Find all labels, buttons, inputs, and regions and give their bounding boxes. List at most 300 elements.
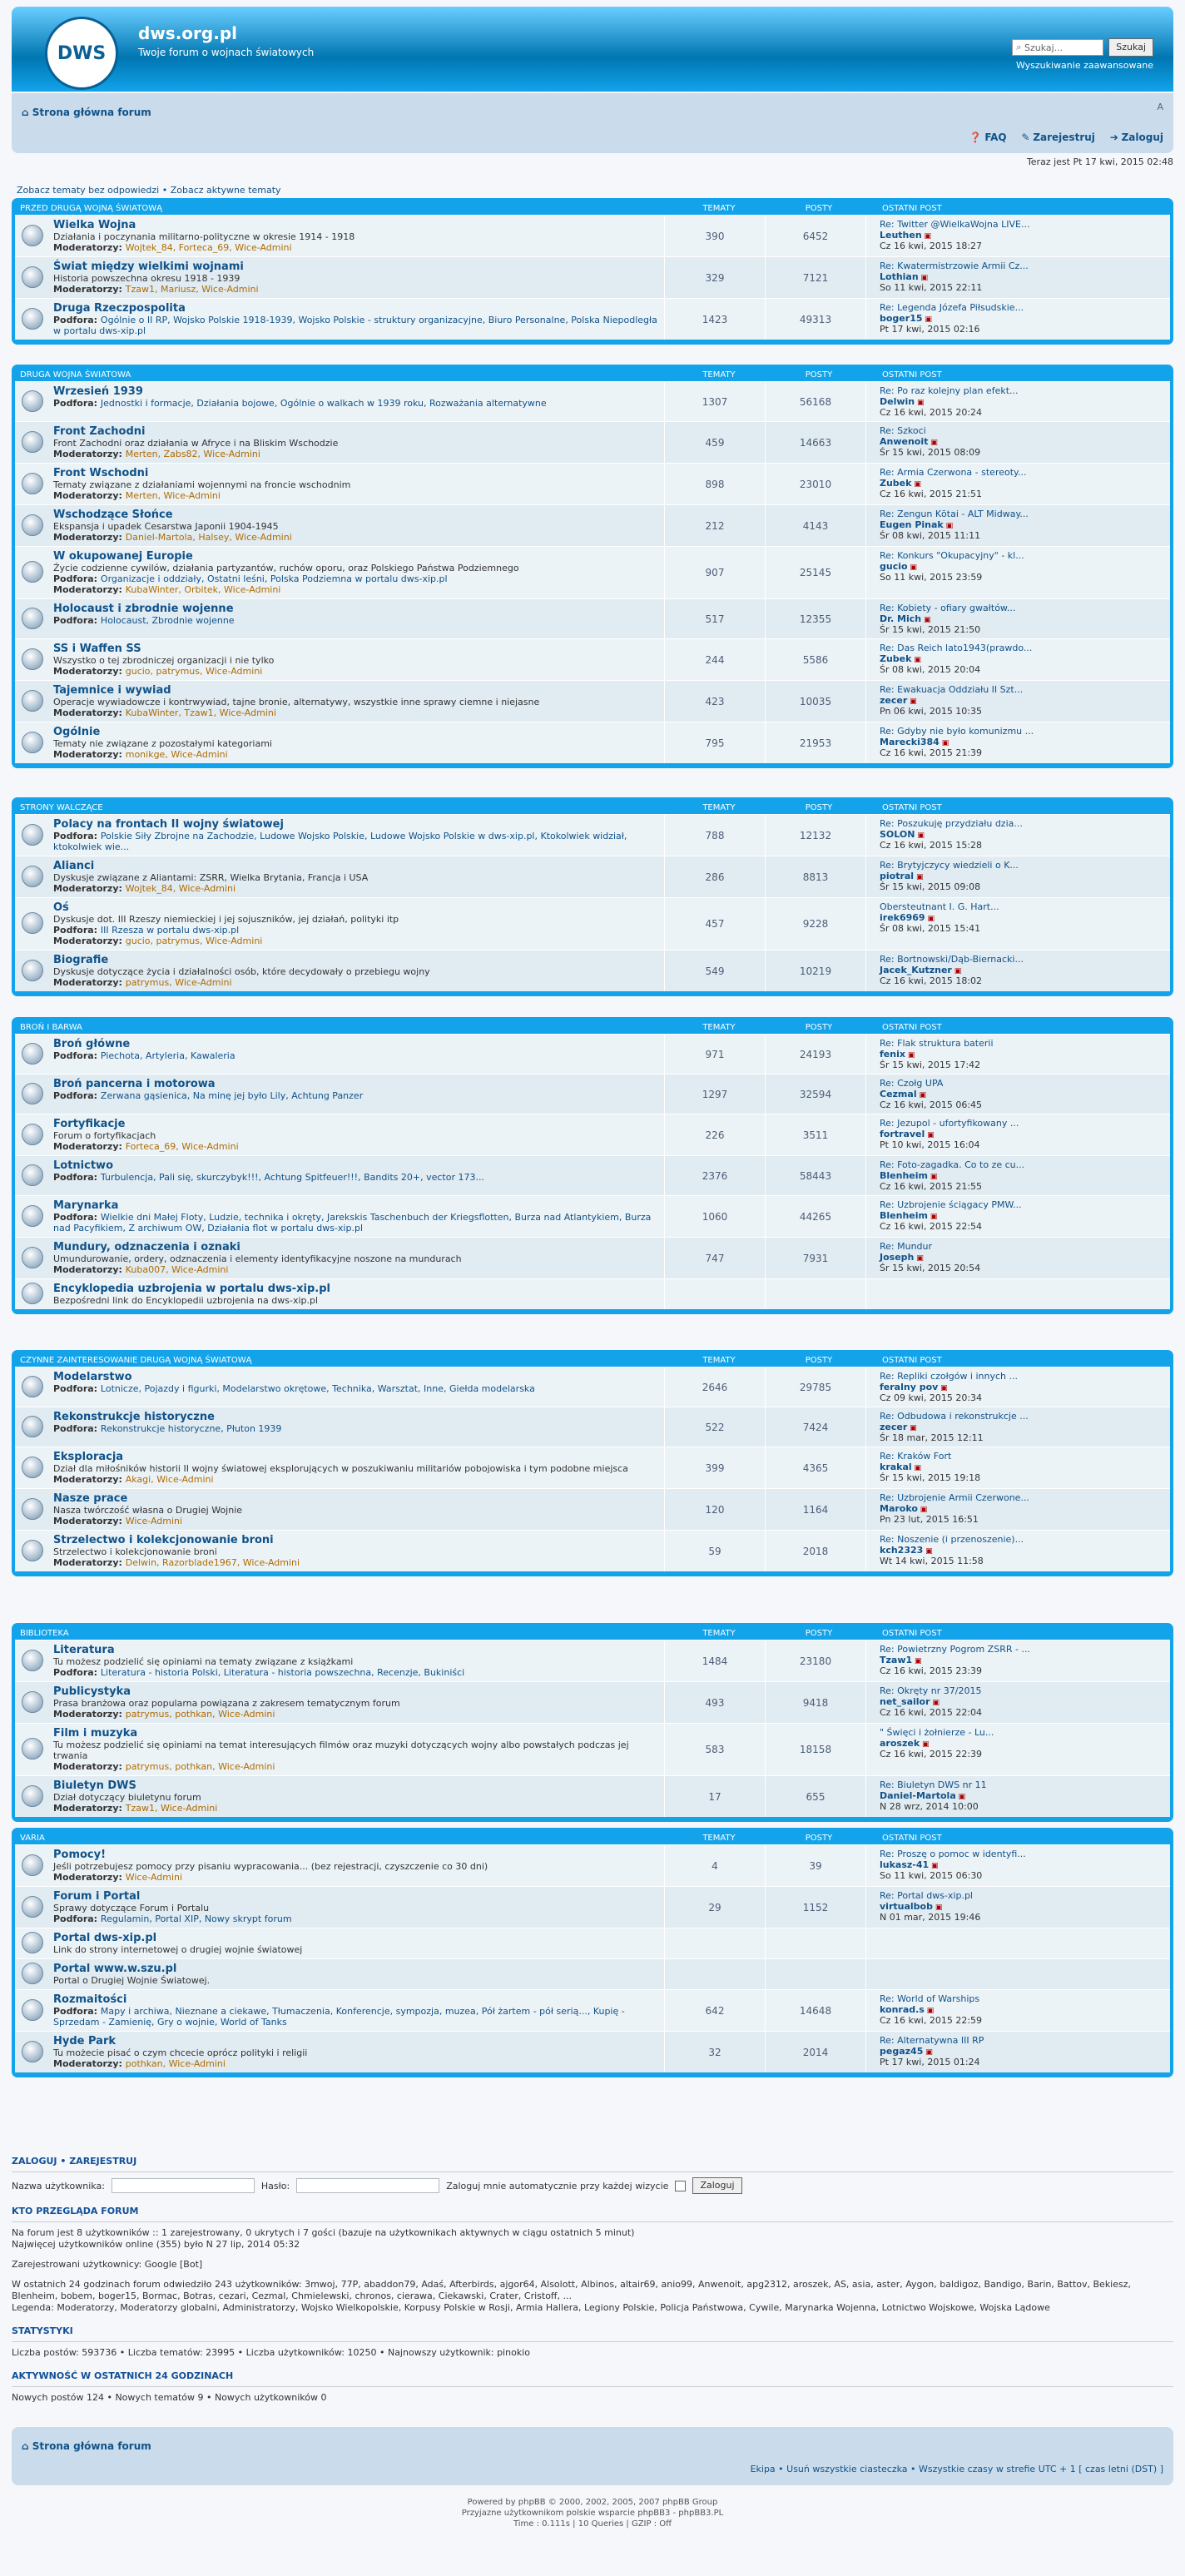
last-post-title[interactable]: Re: Legenda Józefa Piłsudskie... (880, 302, 1024, 313)
last-post-author[interactable]: aroszek (880, 1738, 920, 1749)
forum-title[interactable]: Biografie (53, 954, 109, 966)
topic-count: 1307 (664, 382, 765, 421)
last-post-title[interactable]: Re: Okręty nr 37/2015 (880, 1685, 982, 1696)
forum-title[interactable]: Ogólnie (53, 726, 101, 738)
footer-links[interactable]: Ekipa • Usuń wszystkie ciasteczka • Wszystkie czasy w strefie UTC + 1 [ czas letni (DST) ] (750, 2464, 1163, 2474)
last-post-author[interactable]: fenix (880, 1049, 905, 1060)
last-post-title[interactable]: Re: Uzbrojenie ściągacy PMW... (880, 1199, 1022, 1210)
login-button[interactable]: Zaloguj (692, 2177, 741, 2194)
forum-row (15, 897, 1170, 950)
forum-info (15, 1682, 664, 1723)
last-post-date: Cz 09 kwi, 2015 20:34 (880, 1392, 983, 1403)
forum-title[interactable]: Tajemnice i wywiad (53, 684, 171, 697)
subforums (53, 398, 661, 409)
moderators (53, 1803, 661, 1814)
forum-row (15, 722, 1170, 763)
moderator-links[interactable]: Daniel-Martola, Halsey, Wice-Admini (125, 532, 292, 543)
view-latest-post-icon[interactable]: ▣ (923, 2048, 933, 2057)
last-post-author-line (880, 1129, 1162, 1139)
forum-title[interactable]: Nasze prace (53, 1492, 128, 1505)
last-post-title[interactable]: Re: Powietrzny Pogrom ZSRR - ... (880, 1644, 1030, 1655)
category-title[interactable]: VARIA (20, 1833, 45, 1843)
last-post-author[interactable]: Marecki384 (880, 737, 940, 747)
last-post-title[interactable]: Re: Armia Czerwona - stereoty... (880, 467, 1027, 478)
moderators-label: Moderatorzy: (53, 1709, 126, 1720)
forum-title[interactable]: Holocaust i zbrodnie wojenne (53, 603, 234, 615)
moderator-links[interactable]: Kuba007, Wice-Admini (125, 1264, 229, 1275)
forum-title[interactable]: Świat między wielkimi wojnami (53, 261, 244, 273)
last-post-author[interactable]: Blenheim (880, 1210, 928, 1221)
last-post (865, 257, 1170, 298)
last-post-title[interactable]: Re: Brytyjczycy wiedzieli o K... (880, 860, 1019, 871)
subforum-links[interactable]: Turbulencja, Pali się, skurczybyk!!!, Achtung Spitfeuer!!!, Bandits 20+, vector 173... (100, 1172, 484, 1183)
last-post-author[interactable]: Dr. Mich (880, 613, 922, 624)
login-title[interactable]: ZALOGUJ • ZAREJESTRUJ (12, 2156, 137, 2167)
last-post-title[interactable]: Re: Repliki czołgów i innych ... (880, 1371, 1019, 1382)
moderator-links[interactable]: pothkan, Wice-Admini (125, 2058, 226, 2069)
site-description: Twoje forum o wojnach światowych (138, 47, 315, 58)
last-post-author[interactable]: lukasz-41 (880, 1859, 930, 1870)
view-latest-post-icon[interactable]: ▣ (922, 315, 932, 324)
last-post-title[interactable]: Re: Ewakuacja Oddziału II Szt... (880, 684, 1024, 695)
forum-info (15, 722, 664, 763)
view-latest-post-icon[interactable]: ▣ (924, 2007, 935, 2015)
forum-row (15, 1407, 1170, 1447)
site-logo[interactable]: DWS (45, 17, 118, 90)
last-post-title[interactable]: Re: Szkoci (880, 425, 926, 436)
search-box (1012, 38, 1153, 57)
forum-title[interactable]: Pomocy! (53, 1849, 107, 1861)
category-title[interactable]: CZYNNE ZAINTERESOWANIE DRUGĄ WOJNĄ ŚWIATOWĄ (20, 1355, 252, 1365)
posts-column-header: POSTY (805, 802, 833, 812)
last-post-author[interactable]: Leuthen (880, 230, 922, 241)
last-post-title[interactable]: Re: Alternatywna III RP (880, 2035, 984, 2046)
last-post-author[interactable]: zecer (880, 1422, 908, 1432)
last-post-title[interactable]: Re: Gdyby nie było komunizmu ... (880, 726, 1034, 737)
forum-title[interactable]: Broń pancerna i motorowa (53, 1078, 216, 1090)
last-post-author[interactable]: Delwin (880, 396, 915, 407)
forum-title[interactable]: Broń główne (53, 1038, 131, 1050)
forum-title[interactable]: Fortyfikacje (53, 1118, 126, 1130)
password-field[interactable] (296, 2178, 439, 2193)
view-latest-post-icon[interactable]: ▣ (905, 1051, 915, 1060)
view-latest-post-icon[interactable]: ▣ (929, 1862, 939, 1870)
last-post-author-line (880, 2046, 1162, 2057)
last-post-title[interactable]: Re: Foto-zagadka. Co to ze cu... (880, 1159, 1025, 1170)
last-post-author[interactable]: Tzaw1 (880, 1655, 913, 1665)
forum-category (12, 1017, 1173, 1314)
last-post-author-line (880, 396, 1162, 407)
view-latest-post-icon[interactable]: ▣ (918, 274, 929, 282)
moderators (53, 1557, 661, 1568)
moderator-links[interactable]: monikge, Wice-Admini (125, 749, 228, 760)
post-count: 5586 (765, 639, 865, 680)
view-latest-post-icon[interactable]: ▣ (955, 1793, 966, 1801)
subforum-links[interactable]: Lotnicze, Pojazdy i figurki, Modelarstwo okrętowe, Technika, Warsztat, Inne, Giełda modelarska (100, 1383, 535, 1394)
last-post-author-line (880, 1089, 1162, 1099)
last-post-title[interactable]: Re: Twitter @WielkaWojna LIVE... (880, 219, 1030, 230)
view-latest-post-icon[interactable]: ▣ (907, 697, 917, 706)
last-post-author[interactable]: kch2323 (880, 1545, 924, 1556)
view-latest-post-icon[interactable]: ▣ (915, 831, 925, 840)
forum-title[interactable]: W okupowanej Europie (53, 550, 193, 563)
view-latest-post-icon[interactable]: ▣ (928, 439, 938, 447)
subforum-links[interactable]: Holocaust, Zbrodnie wojenne (100, 615, 235, 626)
forum-info (15, 1279, 664, 1309)
forum-title[interactable]: Film i muzyka (53, 1727, 138, 1740)
last-post-title[interactable]: Re: Das Reich lato1943(prawdo... (880, 643, 1033, 653)
moderator-links[interactable]: Akagi, Wice-Admini (125, 1474, 214, 1485)
online-title[interactable]: KTO PRZEGLĄDA FORUM (12, 2206, 139, 2216)
forum-title[interactable]: Marynarka (53, 1199, 119, 1212)
forum-row (15, 1640, 1170, 1681)
last-post-title[interactable]: Re: World of Warships (880, 1993, 980, 2004)
view-latest-post-icon[interactable]: ▣ (907, 1424, 917, 1432)
forum-title[interactable]: Rekonstrukcje historyczne (53, 1411, 215, 1423)
forum-title[interactable]: Publicystyka (53, 1685, 131, 1698)
forum-info (15, 1447, 664, 1488)
view-latest-post-icon[interactable]: ▣ (907, 563, 917, 572)
last-post-column-header: OSTATNI POST (882, 802, 942, 812)
forum-row (15, 1278, 1170, 1309)
subforums-label: Podfora: (53, 573, 101, 584)
forum-read-icon (22, 1416, 43, 1437)
last-post-title[interactable]: Re: Kwatermistrzowie Armii Cz... (880, 261, 1029, 271)
last-post-title[interactable]: Re: Kobiety - ofiary gwałtów... (880, 603, 1016, 613)
posts-column-header: POSTY (805, 1022, 833, 1032)
forum-title[interactable]: Oś (53, 901, 69, 914)
quick-links[interactable]: Zobacz tematy bez odpowiedzi • Zobacz aktywne tematy (17, 185, 281, 196)
view-latest-post-icon[interactable]: ▣ (921, 616, 931, 624)
view-latest-post-icon[interactable]: ▣ (943, 522, 954, 530)
subforums (53, 315, 661, 336)
last-post-author[interactable]: konrad.s (880, 2004, 925, 2015)
category-title[interactable]: STRONY WALCZĄCE (20, 802, 103, 812)
post-count: 4143 (765, 505, 865, 546)
moderator-links[interactable]: Wojtek_84, Forteca_69, Wice-Admini (125, 242, 292, 253)
topic-count: 212 (664, 505, 765, 546)
post-count: 25145 (765, 547, 865, 598)
forum-info (15, 1114, 664, 1155)
username-label: Nazwa użytkownika: (12, 2180, 105, 2191)
category-title[interactable]: BROŃ I BARWA (20, 1022, 82, 1032)
last-post-author[interactable]: Zubek (880, 478, 912, 489)
forum-row (15, 1237, 1170, 1278)
forum-title[interactable]: Literatura (53, 1644, 115, 1656)
view-latest-post-icon[interactable]: ▣ (923, 1547, 933, 1556)
last-post-author[interactable]: Joseph (880, 1252, 915, 1263)
last-post-author[interactable]: krakal (880, 1462, 912, 1472)
view-latest-post-icon[interactable]: ▣ (921, 232, 932, 241)
view-latest-post-icon[interactable]: ▣ (915, 399, 925, 407)
forum-title[interactable]: Forum i Portal (53, 1890, 141, 1903)
last-post-date: N 28 wrz, 2014 10:00 (880, 1801, 979, 1812)
last-post-author[interactable]: Lothian (880, 271, 919, 282)
subforum-links[interactable]: Polskie Siły Zbrojne na Zachodzie, Ludowe Wojsko Polskie, Ludowe Wojsko Polskie w dws-xip.pl, Ktokolwiek widział, ktokolwiek wie... (53, 831, 627, 852)
last-post-author-line (880, 829, 1162, 840)
forum-title[interactable]: Portal dws-xip.pl (53, 1932, 157, 1944)
breadcrumb[interactable]: ⌂ Strona główna forum (22, 107, 151, 118)
last-post-author-line (880, 1049, 1162, 1060)
nav-links (958, 132, 1163, 143)
moderator-links[interactable]: Forteca_69, Wice-Admini (125, 1141, 239, 1152)
category-title[interactable]: BIBLIOTEKA (20, 1628, 69, 1638)
stats-title: STATYSTYKI (12, 2325, 73, 2336)
forum-title[interactable]: Alianci (53, 860, 95, 872)
last-post-title[interactable]: Re: Czołg UPA (880, 1078, 944, 1089)
forum-title[interactable]: Eksploracja (53, 1451, 124, 1463)
category-title[interactable]: PRZED DRUGĄ WOJNĄ ŚWIATOWĄ (20, 203, 162, 213)
forum-title[interactable]: Wielka Wojna (53, 219, 136, 231)
last-post-author[interactable]: Jacek_Kutzner (880, 965, 952, 975)
last-post-title[interactable]: Re: Kraków Fort (880, 1451, 952, 1462)
subforum-links[interactable]: Mapy i archiwa, Nieznane a ciekawe, Tłumaczenia, Konferencje, sympozja, muzea, Pół żartem - pół serią..., Kupię - Sprzedam - Zamienię, Gry o wojnie, World of Tanks (53, 2006, 625, 2028)
last-post-title[interactable]: Re: Poszukuję przydziału dzia... (880, 818, 1023, 829)
view-latest-post-icon[interactable]: ▣ (920, 1740, 930, 1749)
forum-title[interactable]: Biuletyn DWS (53, 1779, 136, 1792)
forum-title[interactable]: Lotnictwo (53, 1159, 114, 1172)
category-title[interactable]: DRUGA WOJNA ŚWIATOWA (20, 370, 131, 380)
forum-title[interactable]: Wrzesień 1939 (53, 385, 143, 398)
last-post-author[interactable]: Blenheim (880, 1170, 928, 1181)
moderators-label: Moderatorzy: (53, 242, 126, 253)
last-post-title[interactable]: Re: Zengun Kōtai - ALT Midway... (880, 509, 1029, 519)
footer-breadcrumb[interactable]: ⌂ Strona główna forum (22, 2440, 151, 2452)
advanced-search-link[interactable]: Wyszukiwanie zaawansowane (1015, 60, 1153, 71)
topic-count: 788 (664, 815, 765, 856)
remember-checkbox[interactable] (675, 2181, 686, 2191)
moderator-links[interactable]: patrymus, pothkan, Wice-Admini (125, 1709, 275, 1720)
last-post (865, 422, 1170, 463)
last-post-author[interactable]: Zubek (880, 653, 912, 664)
subforum-links[interactable]: Zerwana gąsienica, Na minę jej było Lily, Achtung Panzer (100, 1090, 364, 1101)
moderator-links[interactable]: Wojtek_84, Wice-Admini (125, 883, 236, 894)
forum-title[interactable]: Strzelectwo i kolekcjonowanie broni (53, 1534, 274, 1546)
last-post-title[interactable]: Re: Flak struktura baterii (880, 1038, 994, 1049)
last-post-date: Pt 10 kwi, 2015 16:04 (880, 1139, 980, 1150)
moderator-links[interactable]: Tzaw1, Mariusz, Wice-Admini (125, 284, 259, 295)
last-post-column-header: OSTATNI POST (882, 370, 942, 380)
moderator-links[interactable]: Merten, Wice-Admini (125, 490, 221, 501)
view-latest-post-icon[interactable]: ▣ (911, 480, 921, 489)
forum-description: Działania i poczynania militarno-polityczne w okresie 1914 - 1918 (53, 231, 355, 242)
forum-read-icon (22, 1540, 43, 1561)
subforums (53, 615, 661, 626)
topic-count: 971 (664, 1035, 765, 1074)
forum-row (15, 381, 1170, 421)
username-field[interactable] (112, 2178, 255, 2193)
moderator-links[interactable]: gucio, patrymus, Wice-Admini (125, 666, 263, 677)
last-post-title[interactable]: Re: Mundur (880, 1241, 933, 1252)
moderator-links[interactable]: KubaWinter, Orbitek, Wice-Admini (125, 584, 281, 595)
forum-info (15, 422, 664, 463)
last-post-date: Śr 08 kwi, 2015 11:11 (880, 530, 981, 541)
subforum-links[interactable]: Regulamin, Portal XIP, Nowy skrypt forum (100, 1913, 292, 1924)
last-post-date: Cz 16 kwi, 2015 22:04 (880, 1707, 983, 1718)
last-post-author[interactable]: Maroko (880, 1503, 918, 1514)
forum-title[interactable]: Modelarstwo (53, 1371, 132, 1383)
subforums-label: Podfora: (53, 2006, 101, 2017)
moderator-links[interactable]: Merten, Zabs82, Wice-Admini (125, 449, 260, 459)
forum-title[interactable]: Portal www.w.szu.pl (53, 1963, 177, 1975)
last-post-title[interactable]: Re: Bortnowski/Dąb-Biernacki... (880, 954, 1024, 965)
topic-count: 17 (664, 1776, 765, 1817)
site-name[interactable]: dws.org.pl (138, 23, 237, 43)
view-latest-post-icon[interactable]: ▣ (938, 1384, 948, 1392)
last-post-author[interactable]: net_sailor (880, 1696, 930, 1707)
last-post-author[interactable]: gucio (880, 561, 908, 572)
last-post-title[interactable]: Re: Konkurs "Okupacyjny" - kl... (880, 550, 1024, 561)
view-latest-post-icon[interactable]: ▣ (911, 1464, 922, 1472)
last-post-title[interactable]: Re: Jezupol - ufortyfikowany ... (880, 1118, 1019, 1129)
last-post-author[interactable]: Daniel-Martola (880, 1790, 956, 1801)
moderator-links[interactable]: Tzaw1, Wice-Admini (125, 1803, 218, 1814)
forum-title[interactable]: SS i Waffen SS (53, 643, 141, 655)
forum-title[interactable]: Mundury, odznaczenia i oznaki (53, 1241, 240, 1253)
home-icon: ⌂ (22, 107, 32, 118)
last-post-author[interactable]: fortravel (880, 1129, 925, 1139)
forum-row (15, 950, 1170, 991)
search-input[interactable]: ⌕ Szukaj... (1012, 39, 1103, 56)
view-latest-post-icon[interactable]: ▣ (939, 739, 949, 747)
post-count: 39 (765, 1845, 865, 1886)
view-latest-post-icon[interactable]: ▣ (927, 1213, 938, 1221)
topic-count: 642 (664, 1990, 765, 2031)
moderator-links[interactable]: patrymus, Wice-Admini (125, 977, 232, 988)
last-post-date: Śr 08 kwi, 2015 15:41 (880, 923, 981, 934)
view-latest-post-icon[interactable]: ▣ (927, 1173, 938, 1181)
view-latest-post-icon[interactable]: ▣ (917, 1506, 928, 1514)
last-post-author-line (880, 695, 1162, 706)
subforum-links[interactable]: Organizacje i oddziały, Ostatni leśni, Polska Podziemna w portalu dws-xip.pl (100, 573, 448, 584)
forum-title[interactable]: Front Zachodni (53, 425, 146, 438)
forum-info (15, 257, 664, 298)
last-post (865, 1776, 1170, 1817)
forum-row (15, 1114, 1170, 1155)
view-latest-post-icon[interactable]: ▣ (951, 967, 962, 975)
moderators-label: Moderatorzy: (53, 936, 126, 946)
view-latest-post-icon[interactable]: ▣ (914, 873, 924, 881)
view-latest-post-icon[interactable]: ▣ (932, 1903, 943, 1912)
topic-count: 286 (664, 856, 765, 897)
register-link[interactable]: ✎ Zarejestruj (1021, 132, 1095, 143)
subforum-links[interactable]: Literatura - historia Polski, Literatura - historia powszechna, Recenzje, Bukiniści (100, 1667, 465, 1678)
subforum-links[interactable]: Rekonstrukcje historyczne, Płuton 1939 (100, 1423, 282, 1434)
subforum-links[interactable]: Ogólnie o II RP, Wojsko Polskie 1918-1939, Wojsko Polskie - struktury organizacyjne, Biuro Personalne, Polska Niepodległa w portalu dws-xip.pl (53, 315, 657, 336)
subforum-links[interactable]: Piechota, Artyleria, Kawaleria (100, 1050, 236, 1061)
last-post-date: Cz 16 kwi, 2015 21:55 (880, 1181, 983, 1192)
last-post (865, 722, 1170, 763)
subforums-label: Podfora: (53, 398, 101, 409)
last-post-author[interactable]: Eugen Pinak (880, 519, 944, 530)
last-post-author-line (880, 1462, 1162, 1472)
moderator-links[interactable]: Delwin, Razorblade1967, Wice-Admini (125, 1557, 300, 1568)
forum-title[interactable]: Rozmaitości (53, 1993, 127, 2006)
post-count: 10219 (765, 950, 865, 991)
last-post-author[interactable]: feralny pov (880, 1382, 939, 1392)
last-post-author[interactable]: Anwenoit (880, 436, 929, 447)
subforum-links[interactable]: Wielkie dni Małej Floty, Ludzie, technika i okręty, Jarekskis Taschenbuch der Kriegsflotten, Burza nad Atlantykiem, Burza nad Pacyfikiem, Z archiwum OW, Działania flot w portalu dws-xip.pl (53, 1212, 652, 1233)
post-count: 21953 (765, 722, 865, 763)
last-post-author[interactable]: piotral (880, 871, 915, 881)
last-post-title[interactable]: Re: Proszę o pomoc w identyfi... (880, 1849, 1026, 1859)
forum-title[interactable]: Druga Rzeczpospolita (53, 302, 186, 315)
forum-info (15, 639, 664, 680)
forum-title[interactable]: Hyde Park (53, 2035, 117, 2047)
login-link[interactable]: ➔ Zaloguj (1109, 132, 1163, 143)
post-count: 44265 (765, 1196, 865, 1237)
view-latest-post-icon[interactable]: ▣ (925, 1131, 935, 1139)
moderator-links[interactable]: KubaWinter, Tzaw1, Wice-Admini (125, 707, 276, 718)
last-post-date: Cz 16 kwi, 2015 23:39 (880, 1665, 983, 1676)
last-post-title[interactable]: Obersteutnant I. G. Hart... (880, 901, 999, 912)
topic-count (664, 1928, 765, 1958)
last-post-title[interactable]: Re: Odbudowa i rekonstrukcje ... (880, 1411, 1029, 1422)
forum-title[interactable]: Front Wschodni (53, 467, 149, 479)
moderators-label: Moderatorzy: (53, 1761, 126, 1772)
last-post-author[interactable]: irek6969 (880, 912, 925, 923)
post-count: 8813 (765, 856, 865, 897)
view-latest-post-icon[interactable]: ▣ (930, 1699, 940, 1707)
font-size-control[interactable] (1157, 102, 1163, 112)
moderator-links[interactable]: Wice-Admini (125, 1516, 183, 1526)
forum-description: Dyskusje dotyczące życia i działalności osób, które decydowały o przebiegu wojny (53, 966, 430, 977)
last-post-author[interactable]: virtualbob (880, 1901, 933, 1912)
last-post (865, 1531, 1170, 1571)
last-post-author[interactable]: boger15 (880, 313, 923, 324)
last-post-title[interactable]: Re: Noszenie (i przenoszenie)... (880, 1534, 1024, 1545)
forum-title[interactable]: Polacy na frontach II wojny światowej (53, 818, 284, 831)
last-post-title[interactable]: Re: Po raz kolejny plan efekt... (880, 385, 1019, 396)
last-post-title[interactable]: Re: Uzbrojenie Armii Czerwone... (880, 1492, 1029, 1503)
last-post-author[interactable]: Cezmal (880, 1089, 917, 1099)
last-post-date: Wt 14 kwi, 2015 11:58 (880, 1556, 984, 1566)
forum-row (15, 463, 1170, 504)
subforum-links[interactable]: III Rzesza w portalu dws-xip.pl (100, 925, 240, 936)
forum-title[interactable]: Wschodzące Słońce (53, 509, 173, 521)
last-post-author[interactable]: zecer (880, 695, 908, 706)
last-post-author[interactable]: pegaz45 (880, 2046, 924, 2057)
moderator-links[interactable]: gucio, patrymus, Wice-Admini (125, 936, 263, 946)
last-post-title[interactable]: " Święci i żołnierze - Lu... (880, 1727, 994, 1738)
view-latest-post-icon[interactable]: ▣ (912, 1657, 922, 1665)
forum-title[interactable]: Encyklopedia uzbrojenia w portalu dws-xip.pl (53, 1283, 330, 1295)
faq-link[interactable]: ❓ FAQ (969, 132, 1007, 143)
posts-column-header: POSTY (805, 1833, 833, 1843)
last-post (865, 1887, 1170, 1928)
last-post-author-line (880, 2004, 1162, 2015)
posts-column-header: POSTY (805, 1628, 833, 1638)
last-post-title[interactable]: Re: Biuletyn DWS nr 11 (880, 1779, 987, 1790)
moderators-label: Moderatorzy: (53, 707, 126, 718)
subforum-links[interactable]: Jednostki i formacje, Działania bojowe, Ogólnie o walkach w 1939 roku, Rozważania alternatywne (100, 398, 547, 409)
view-latest-post-icon[interactable]: ▣ (914, 1254, 924, 1263)
last-post-title[interactable]: Re: Portal dws-xip.pl (880, 1890, 973, 1901)
view-latest-post-icon[interactable]: ▣ (925, 915, 935, 923)
moderators (53, 1761, 661, 1772)
last-post-date: Śr 18 mar, 2015 12:11 (880, 1432, 984, 1443)
moderator-links[interactable]: patrymus, pothkan, Wice-Admini (125, 1761, 275, 1772)
view-latest-post-icon[interactable]: ▣ (916, 1091, 926, 1099)
forum-category (12, 1828, 1173, 2077)
last-post-author[interactable]: SOLON (880, 829, 915, 840)
subforums-label: Podfora: (53, 831, 101, 841)
view-latest-post-icon[interactable]: ▣ (911, 656, 921, 664)
moderator-links[interactable]: Wice-Admini (125, 1872, 183, 1883)
category-header (15, 1831, 1170, 1844)
search-button[interactable]: Szukaj (1108, 38, 1153, 57)
remember-label: Zaloguj mnie automatycznie przy każdej wizycie (446, 2180, 669, 2191)
